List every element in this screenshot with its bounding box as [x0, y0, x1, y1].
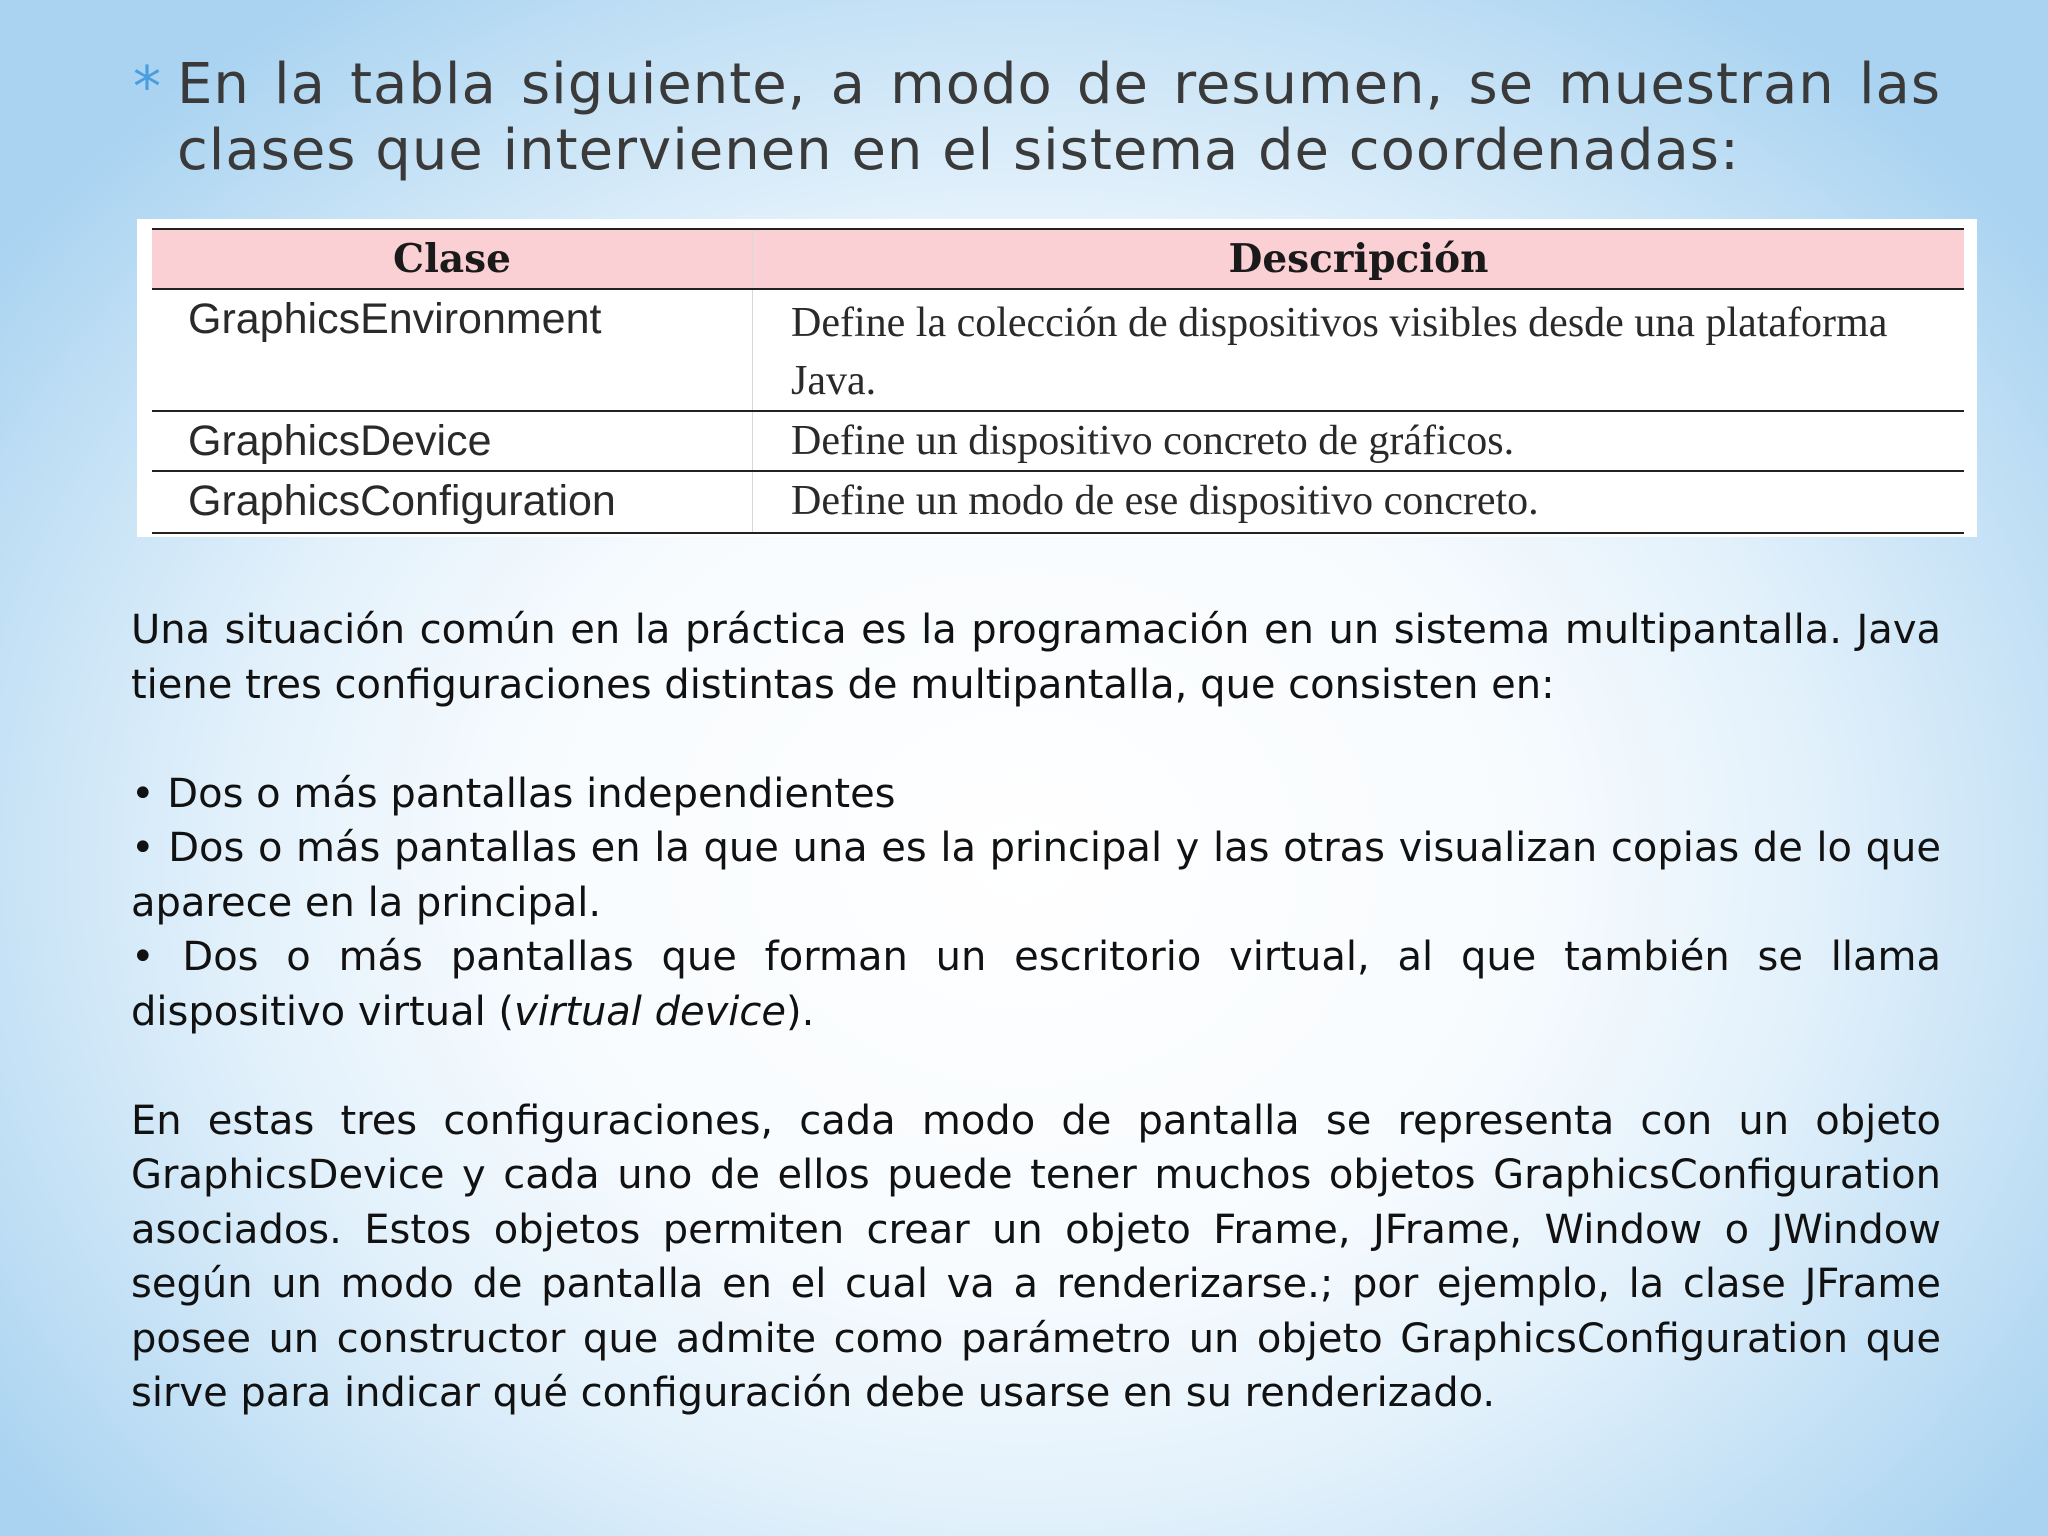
list-item-suffix: ). — [786, 988, 815, 1035]
list-item: • Dos o más pantallas en la que una es la principal y las otras visualizan copias de lo que aparece en la principal. — [131, 825, 1941, 926]
table-header-row — [152, 229, 1964, 289]
closing-paragraph: En estas tres configuraciones, cada modo de pantalla se representa con un objeto GraphicsDevice y cada uno de ellos puede tener muchos objetos GraphicsConfiguration asociados. Estos objetos permiten crear un objeto Frame, JFrame, Window o JWindow según un modo de pantalla en el cual va a renderizarse.; por ejemplo, la clase JFrame posee un constructor que admite como parámetro un objeto GraphicsConfiguration que sirve para indicar qué configuración debe usarse en su renderizado. — [131, 1097, 1941, 1416]
paragraph-spacer — [131, 712, 1941, 767]
description-cell: Define la colección de dispositivos visibles desde una plataforma Java. — [753, 289, 1965, 411]
description-cell: Define un dispositivo concreto de gráficos. — [753, 411, 1965, 471]
classes-table — [152, 228, 1964, 534]
table-row — [152, 289, 1964, 411]
paragraph-spacer — [131, 1039, 1941, 1094]
virtual-device-term: virtual device — [514, 988, 787, 1035]
intro-paragraph: Una situación común en la práctica es la programación en un sistema multipantalla. Java tiene tres configuraciones distintas de multipantalla, que consisten en: — [131, 607, 1941, 708]
class-name-cell: GraphicsDevice — [152, 411, 753, 471]
class-name-cell: GraphicsConfiguration — [152, 471, 753, 533]
body-text — [131, 603, 1941, 1421]
description-cell: Define un modo de ese dispositivo concreto. — [753, 471, 1965, 533]
table-row — [152, 471, 1964, 533]
table-row — [152, 411, 1964, 471]
list-item: • Dos o más pantallas independientes — [131, 770, 896, 817]
header-clase: Clase — [152, 229, 753, 289]
header-descripcion: Descripción — [753, 229, 1965, 289]
title-bullet-asterisk-icon: * — [133, 55, 161, 120]
list-item — [131, 930, 1941, 1039]
class-name-cell: GraphicsEnvironment — [152, 289, 753, 411]
classes-table-image — [137, 219, 1977, 537]
title-text: En la tabla siguiente, a modo de resumen, se muestran las clases que intervienen en el sistema de coordenadas: — [177, 52, 1941, 183]
list-item-text: • Dos o más pantallas que forman un escritorio virtual, al que también se llama dispositivo virtual ( — [131, 934, 1941, 1035]
